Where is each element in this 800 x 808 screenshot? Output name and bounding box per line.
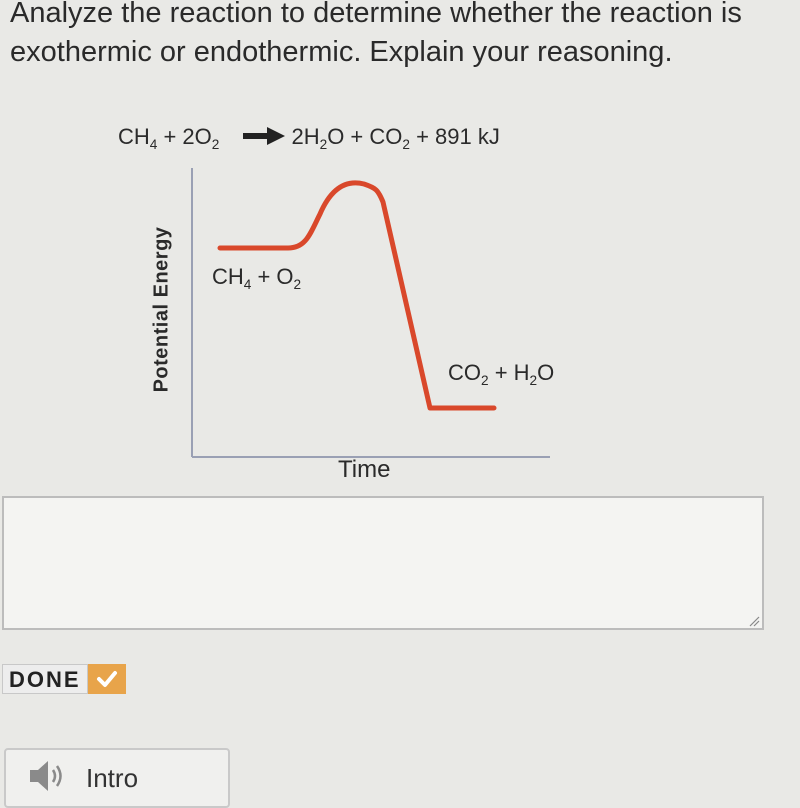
reactants-label: $CH_4 + O_2$ — [212, 264, 302, 292]
resize-grip-icon[interactable] — [748, 614, 760, 626]
done-button-label: DONE — [2, 664, 88, 694]
checkmark-icon — [88, 664, 126, 694]
energy-diagram-graphic — [120, 160, 560, 470]
speaker-icon — [28, 759, 68, 798]
energy-diagram — [120, 160, 560, 500]
intro-button[interactable] — [4, 748, 230, 808]
answer-textbox[interactable] — [2, 496, 764, 630]
reaction-arrow-icon — [243, 125, 285, 151]
reaction-equation: $CH_4 + 2O_2$ $2H_2O + CO_2 + 891$ kJ — [118, 124, 500, 152]
y-axis-label: Potential Energy — [150, 226, 173, 393]
question-prompt: Analyze the reaction to determine whether the reaction is exothermic or endothermic. Explain your reasoning. — [10, 0, 742, 68]
intro-button-label: Intro — [86, 762, 139, 793]
x-axis-label: Time — [338, 456, 391, 483]
products-label: $CO_2 + H_2O$ — [448, 360, 555, 388]
done-button[interactable] — [2, 664, 126, 694]
